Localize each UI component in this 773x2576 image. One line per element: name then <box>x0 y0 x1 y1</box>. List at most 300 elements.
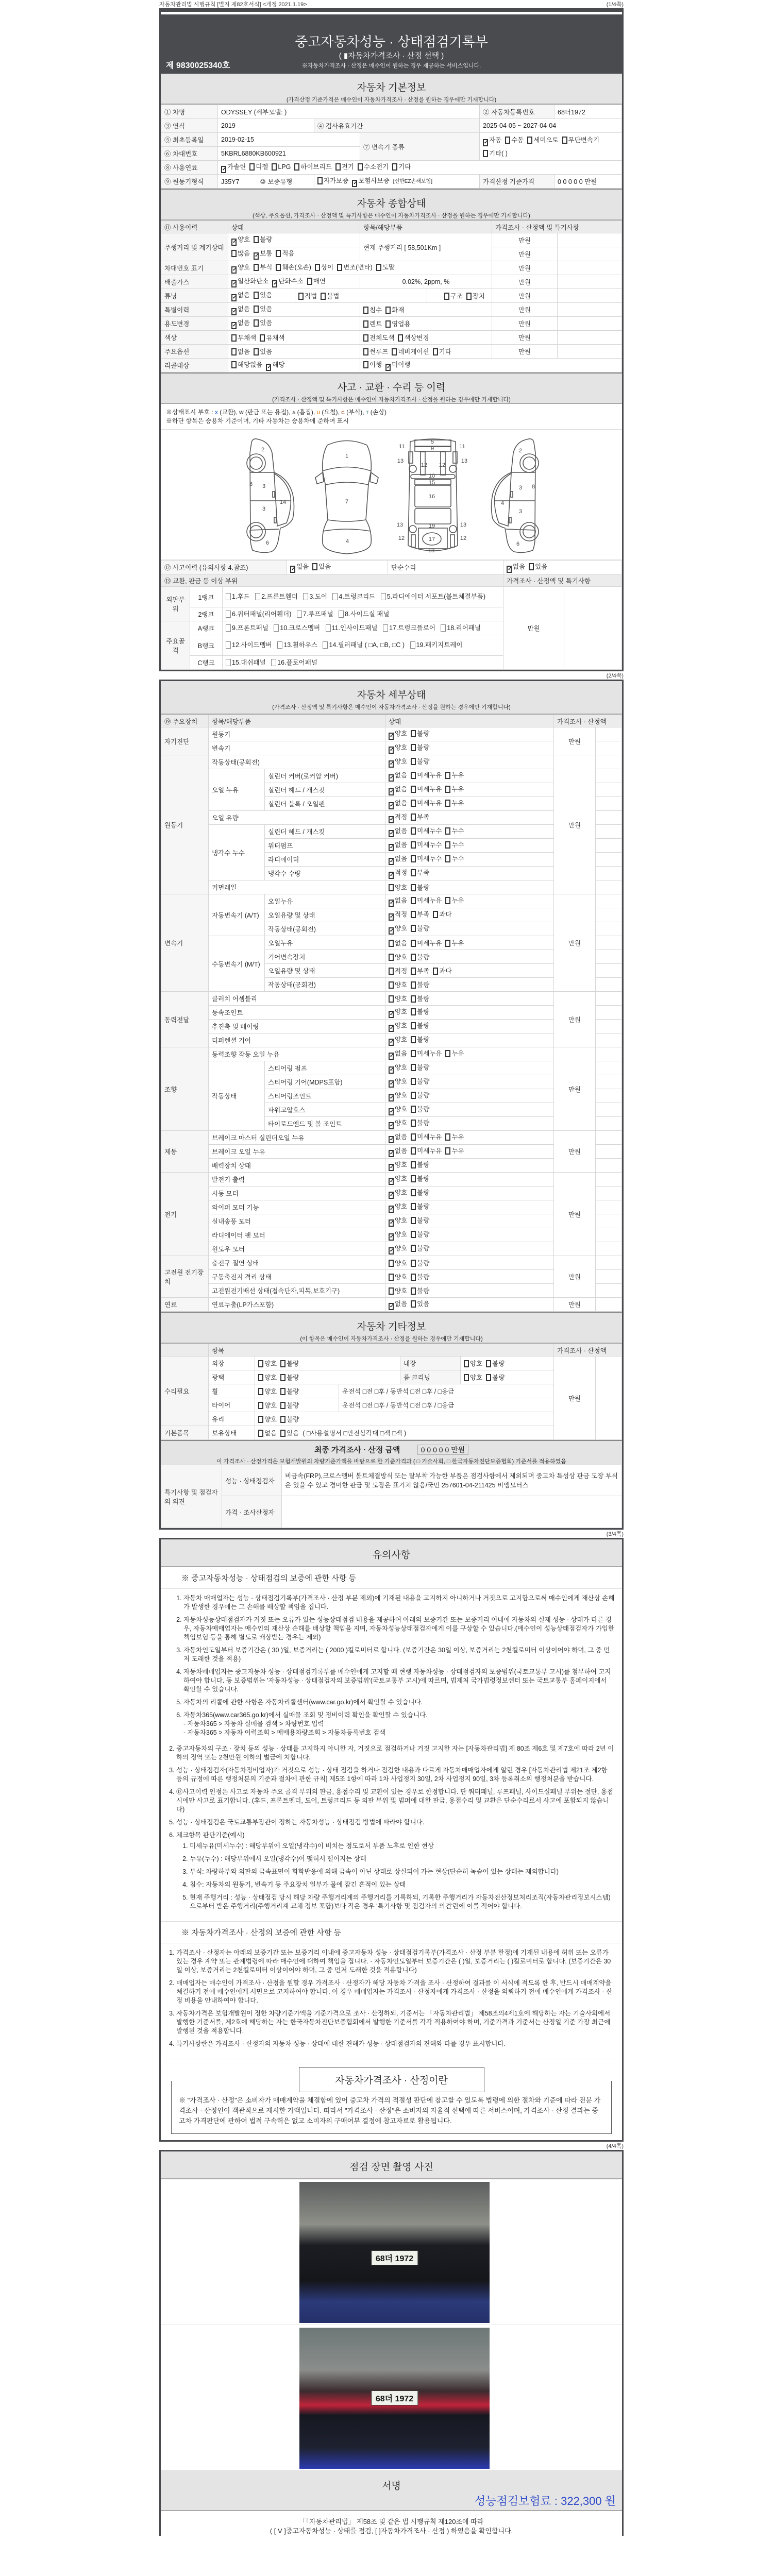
checkbox-icon[interactable] <box>254 236 259 243</box>
checkbox-icon[interactable] <box>411 925 416 932</box>
checked-box-icon[interactable]: ✓ <box>390 872 394 878</box>
checkbox-option[interactable]: 불법 <box>321 293 339 300</box>
checkbox-icon[interactable] <box>411 814 416 821</box>
checkbox-icon[interactable] <box>411 995 416 1003</box>
checkbox-icon[interactable] <box>411 758 416 765</box>
checkbox-icon[interactable] <box>307 278 312 285</box>
checkbox-option[interactable]: 누유 <box>445 800 464 807</box>
checkbox-icon[interactable] <box>389 884 394 891</box>
checked-box-icon[interactable]: ✓ <box>390 789 394 794</box>
checkbox-icon[interactable] <box>411 1120 416 1127</box>
checkbox-icon[interactable] <box>445 855 450 862</box>
checkbox-icon[interactable] <box>529 563 534 570</box>
checkbox-icon[interactable] <box>445 1050 450 1057</box>
checkbox-option[interactable]: 있음 <box>529 563 547 570</box>
checkbox-option[interactable]: 기타( ) <box>483 150 508 157</box>
checked-box-icon[interactable]: ✓ <box>232 323 237 328</box>
checkbox-option[interactable]: 양호 <box>258 1360 277 1367</box>
checkbox-icon[interactable] <box>389 954 394 961</box>
part-checkbox[interactable]: 9.프론트패널 <box>226 624 268 632</box>
checkbox-icon[interactable] <box>392 348 397 355</box>
checkbox-icon[interactable] <box>505 137 510 144</box>
checkbox-icon[interactable] <box>411 954 416 961</box>
checkbox-option[interactable]: 썬루프 <box>363 348 388 355</box>
checkbox-option[interactable]: ✓ 양호 <box>390 1078 408 1087</box>
part-checkbox[interactable]: 16.플로어패널 <box>271 659 317 666</box>
part-checkbox[interactable]: 4.트렁크리드 <box>332 593 375 600</box>
checkbox-option[interactable]: 색상변경 <box>398 334 429 342</box>
checkbox-option[interactable]: ✓ 양호 <box>390 1106 408 1114</box>
checkbox-icon[interactable] <box>363 348 368 355</box>
checkbox-option[interactable]: 누유 <box>445 1133 464 1141</box>
checkbox-icon[interactable] <box>280 1388 285 1395</box>
checkbox-icon[interactable] <box>254 264 259 271</box>
checkbox-option[interactable]: ✓ 없음 <box>232 319 250 328</box>
checkbox-option[interactable]: 양호 <box>258 1388 277 1395</box>
checked-box-icon[interactable]: ✓ <box>390 1025 394 1031</box>
checkbox-option[interactable]: 부족 <box>411 911 429 918</box>
checkbox-icon[interactable] <box>376 264 381 271</box>
checkbox-option[interactable]: ✓ 양호 <box>390 1245 408 1253</box>
part-checkbox[interactable]: 12.사이드멤버 <box>226 641 272 649</box>
checkbox-option[interactable]: 불량 <box>411 1274 429 1281</box>
checkbox-icon[interactable] <box>298 293 304 300</box>
checkbox-option[interactable]: ✓ 보험사보증 <box>353 177 390 186</box>
checkbox-icon[interactable] <box>411 827 416 835</box>
checkbox-option[interactable]: 불량 <box>486 1360 505 1367</box>
checkbox-option[interactable]: 부족 <box>411 814 429 821</box>
checkbox-option[interactable]: ✓ 양호 <box>232 264 250 273</box>
checkbox-option[interactable]: 부식 <box>254 264 272 271</box>
checked-box-icon[interactable]: ✓ <box>390 803 394 808</box>
checkbox-option[interactable]: 불량 <box>411 1092 429 1099</box>
checkbox-icon[interactable] <box>385 307 391 314</box>
checked-box-icon[interactable]: ✓ <box>232 309 237 314</box>
checkbox-icon[interactable] <box>411 1036 416 1043</box>
checkbox-icon[interactable] <box>385 320 391 328</box>
checkbox-option[interactable]: 불량 <box>280 1360 299 1367</box>
checkbox-icon[interactable] <box>433 911 438 918</box>
checkbox-option[interactable]: 불량 <box>411 1022 429 1029</box>
checkbox-option[interactable]: 불량 <box>411 884 429 891</box>
checkbox-icon[interactable] <box>411 1133 416 1141</box>
checkbox-option[interactable]: 불량 <box>411 1064 429 1071</box>
checkbox-icon[interactable] <box>280 1374 285 1381</box>
checkbox-option[interactable]: 매연 <box>307 278 326 285</box>
checkbox-option[interactable]: 불량 <box>411 744 429 751</box>
checkbox-option[interactable]: 불량 <box>280 1402 299 1409</box>
checkbox-option[interactable]: ✓ 적정 <box>390 869 408 878</box>
checkbox-option[interactable]: ✓ 양호 <box>390 758 408 767</box>
part-checkbox[interactable]: 11.인사이드패널 <box>326 624 378 632</box>
checked-box-icon[interactable]: ✓ <box>390 858 394 864</box>
checkbox-option[interactable]: 수동 <box>505 137 524 144</box>
checkbox-icon[interactable] <box>411 1231 416 1238</box>
checkbox-icon[interactable] <box>411 841 416 849</box>
checkbox-option[interactable]: 양호 <box>389 981 407 989</box>
checkbox-option[interactable]: 불량 <box>254 236 272 243</box>
checkbox-icon[interactable] <box>249 163 255 171</box>
checkbox-icon[interactable] <box>335 163 341 171</box>
checked-box-icon[interactable]: ✓ <box>484 139 489 145</box>
part-checkbox[interactable]: 13.휠하우스 <box>277 641 317 649</box>
checkbox-option[interactable]: 불량 <box>411 1175 429 1182</box>
checkbox-icon[interactable] <box>411 968 416 975</box>
checked-box-icon[interactable]: ✓ <box>390 1123 394 1128</box>
checkbox-icon[interactable] <box>411 1260 416 1267</box>
checkbox-icon[interactable] <box>231 250 237 257</box>
checkbox-icon[interactable] <box>411 1300 416 1308</box>
checkbox-option[interactable]: 부족 <box>411 869 429 876</box>
checked-box-icon[interactable]: ✓ <box>232 281 237 286</box>
checkbox-icon[interactable] <box>294 163 299 171</box>
checkbox-option[interactable]: 있음 <box>254 306 272 313</box>
checkbox-option[interactable]: ✓ 양호 <box>390 1022 408 1031</box>
checkbox-option[interactable]: ✓ 없음 <box>232 292 250 300</box>
checkbox-icon[interactable] <box>433 348 438 355</box>
checkbox-option[interactable]: 누수 <box>445 827 464 835</box>
checkbox-icon[interactable] <box>389 1287 394 1295</box>
checked-box-icon[interactable]: ✓ <box>390 817 394 822</box>
checkbox-option[interactable]: 양호 <box>389 1287 407 1295</box>
checkbox-option[interactable]: 디젤 <box>249 163 268 171</box>
checkbox-icon[interactable] <box>254 306 259 313</box>
checked-box-icon[interactable]: ✓ <box>390 1053 394 1059</box>
checkbox-option[interactable]: ✓ 해당 <box>267 361 285 370</box>
checkbox-option[interactable]: ✓ 없음 <box>390 786 408 794</box>
checkbox-icon[interactable] <box>411 772 416 779</box>
checkbox-icon[interactable] <box>272 163 277 171</box>
checkbox-option[interactable]: ✓ 자동 <box>484 136 502 145</box>
checkbox-icon[interactable] <box>389 940 394 947</box>
checkbox-icon[interactable] <box>389 995 394 1003</box>
checkbox-option[interactable]: 양호 <box>464 1360 482 1367</box>
checkbox-icon[interactable] <box>363 320 368 328</box>
checkbox-option[interactable]: 불량 <box>411 1203 429 1210</box>
checkbox-option[interactable]: ✓ 없음 <box>390 1050 408 1059</box>
checkbox-icon[interactable] <box>258 1416 263 1423</box>
checkbox-option[interactable]: 불량 <box>411 1245 429 1252</box>
checkbox-icon[interactable] <box>363 361 368 368</box>
checked-box-icon[interactable]: ✓ <box>255 253 259 259</box>
checkbox-option[interactable]: ✓ 양호 <box>390 1231 408 1240</box>
checkbox-icon[interactable] <box>433 968 438 975</box>
checkbox-option[interactable]: 불량 <box>411 995 429 1003</box>
checkbox-option[interactable]: ✓ 탄화수소 <box>273 278 304 286</box>
checkbox-icon[interactable] <box>280 1360 285 1367</box>
checked-box-icon[interactable]: ✓ <box>390 844 394 850</box>
checkbox-icon[interactable] <box>260 334 265 342</box>
checkbox-option[interactable]: 있음 <box>280 1430 299 1437</box>
checkbox-icon[interactable] <box>276 264 281 271</box>
checkbox-option[interactable]: 불량 <box>411 1078 429 1085</box>
checkbox-option[interactable]: 없음 <box>389 940 407 947</box>
checkbox-icon[interactable] <box>411 897 416 904</box>
checked-box-icon[interactable]: ✓ <box>390 1081 394 1087</box>
checked-box-icon[interactable]: ✓ <box>353 180 358 186</box>
checkbox-option[interactable]: ✓ 없음 <box>390 1147 408 1156</box>
checkbox-option[interactable]: 많음 <box>231 250 250 257</box>
checkbox-option[interactable]: 적정 <box>389 968 407 975</box>
checkbox-option[interactable]: 영업용 <box>385 320 410 328</box>
checkbox-icon[interactable] <box>231 348 237 355</box>
checkbox-option[interactable]: 불량 <box>411 1008 429 1015</box>
checkbox-icon[interactable] <box>411 1050 416 1057</box>
part-checkbox[interactable]: 14.필러패널 ( □A, □B, □C ) <box>323 641 405 649</box>
checkbox-icon[interactable] <box>486 1374 491 1381</box>
checked-box-icon[interactable]: ✓ <box>508 566 512 572</box>
checkbox-icon[interactable] <box>411 1092 416 1099</box>
checkbox-icon[interactable] <box>483 150 488 157</box>
checkbox-icon[interactable] <box>445 827 450 835</box>
checkbox-option[interactable]: 수소전기 <box>358 163 389 171</box>
checkbox-icon[interactable] <box>527 137 532 144</box>
checkbox-option[interactable]: 불량 <box>411 1120 429 1127</box>
checked-box-icon[interactable]: ✓ <box>390 1109 394 1114</box>
checkbox-option[interactable]: 변조(변타) <box>337 264 373 271</box>
checkbox-icon[interactable] <box>392 163 397 171</box>
checkbox-option[interactable]: 무채색 <box>231 334 256 342</box>
checkbox-option[interactable]: 양호 <box>464 1374 482 1381</box>
part-checkbox[interactable]: 1.후드 <box>226 593 250 600</box>
checkbox-icon[interactable] <box>312 563 317 570</box>
checkbox-option[interactable]: ✓ 양호 <box>390 1008 408 1017</box>
checkbox-option[interactable]: 불량 <box>411 730 429 737</box>
checkbox-option[interactable]: 불량 <box>280 1416 299 1423</box>
checkbox-option[interactable]: 양호 <box>389 995 407 1003</box>
checkbox-option[interactable]: 없음 <box>258 1430 277 1437</box>
checkbox-option[interactable]: 구조 <box>444 293 463 300</box>
checkbox-option[interactable]: ✓ 없음 <box>390 1300 408 1309</box>
checkbox-option[interactable]: ✓ 없음 <box>390 827 408 836</box>
checkbox-icon[interactable] <box>411 1147 416 1155</box>
checkbox-option[interactable]: 누유 <box>445 1050 464 1057</box>
checkbox-icon[interactable] <box>358 163 363 171</box>
checkbox-option[interactable]: 불량 <box>411 954 429 961</box>
checked-box-icon[interactable]: ✓ <box>390 1039 394 1045</box>
part-checkbox[interactable]: 10.크로스멤버 <box>274 624 320 632</box>
checkbox-option[interactable]: 전체도색 <box>363 334 394 342</box>
checkbox-option[interactable]: 세미오토 <box>527 137 558 144</box>
checked-box-icon[interactable]: ✓ <box>390 1137 394 1142</box>
checkbox-option[interactable]: 불량 <box>411 1260 429 1267</box>
checked-box-icon[interactable]: ✓ <box>390 1067 394 1073</box>
checkbox-icon[interactable] <box>445 1133 450 1141</box>
checkbox-option[interactable]: 화재 <box>385 307 404 314</box>
checkbox-icon[interactable] <box>445 1147 450 1155</box>
checked-box-icon[interactable]: ✓ <box>232 295 237 300</box>
checkbox-option[interactable]: 미세누유 <box>411 1147 442 1155</box>
checkbox-option[interactable]: 불량 <box>411 1287 429 1295</box>
checkbox-option[interactable]: 유채색 <box>260 334 284 342</box>
part-checkbox[interactable]: 2.프론트휀더 <box>255 593 298 600</box>
checked-box-icon[interactable]: ✓ <box>273 281 278 286</box>
checkbox-option[interactable]: 누수 <box>445 855 464 862</box>
checkbox-icon[interactable] <box>411 1161 416 1168</box>
checkbox-icon[interactable] <box>389 968 394 975</box>
checkbox-icon[interactable] <box>317 177 323 184</box>
checkbox-option[interactable]: 기타 <box>392 163 411 171</box>
checkbox-option[interactable]: 침수 <box>363 307 382 314</box>
checkbox-option[interactable]: 불량 <box>411 1106 429 1113</box>
checkbox-icon[interactable] <box>337 264 342 271</box>
checked-box-icon[interactable]: ✓ <box>267 364 272 370</box>
checkbox-option[interactable]: 미세누유 <box>411 897 442 904</box>
checked-box-icon[interactable]: ✓ <box>390 733 394 739</box>
checkbox-option[interactable]: 도말 <box>376 264 395 271</box>
checked-box-icon[interactable]: ✓ <box>390 761 394 767</box>
checked-box-icon[interactable]: ✓ <box>232 267 237 273</box>
checkbox-option[interactable]: 있음 <box>312 563 331 570</box>
checkbox-icon[interactable] <box>411 786 416 793</box>
checkbox-icon[interactable] <box>562 137 567 144</box>
checkbox-icon[interactable] <box>258 1374 263 1381</box>
checkbox-option[interactable]: 있음 <box>411 1300 429 1308</box>
checkbox-icon[interactable] <box>276 250 281 257</box>
checkbox-option[interactable]: ✓ 양호 <box>390 1217 408 1226</box>
checkbox-option[interactable]: ✓ 없음 <box>390 897 408 906</box>
checkbox-icon[interactable] <box>258 1360 263 1367</box>
checkbox-icon[interactable] <box>411 1203 416 1210</box>
checkbox-icon[interactable] <box>464 1360 469 1367</box>
checkbox-option[interactable]: 불량 <box>411 1217 429 1224</box>
checkbox-option[interactable]: 불량 <box>411 758 429 765</box>
checkbox-option[interactable]: ✓ 양호 <box>390 744 408 753</box>
checkbox-option[interactable]: 미세누수 <box>411 841 442 849</box>
checkbox-icon[interactable] <box>254 348 259 355</box>
checked-box-icon[interactable]: ✓ <box>390 1164 394 1170</box>
checked-box-icon[interactable]: ✓ <box>390 928 394 934</box>
checkbox-icon[interactable] <box>411 911 416 918</box>
checkbox-option[interactable]: 불량 <box>411 1036 429 1043</box>
checkbox-option[interactable]: ✓ 양호 <box>232 236 250 245</box>
checkbox-option[interactable]: ✓ 양호 <box>390 1092 408 1100</box>
checkbox-option[interactable]: 과다 <box>433 968 451 975</box>
checkbox-icon[interactable] <box>411 744 416 751</box>
checked-box-icon[interactable]: ✓ <box>390 775 394 781</box>
checkbox-icon[interactable] <box>411 884 416 891</box>
checkbox-option[interactable]: 있음 <box>254 319 272 327</box>
checked-box-icon[interactable]: ✓ <box>390 1220 394 1226</box>
checkbox-option[interactable]: 미세누유 <box>411 800 442 807</box>
checkbox-option[interactable]: 누유 <box>445 786 464 793</box>
checkbox-option[interactable]: 미세누유 <box>411 1050 442 1057</box>
checkbox-icon[interactable] <box>411 1245 416 1252</box>
checkbox-icon[interactable] <box>411 800 416 807</box>
part-checkbox[interactable]: 5.라디에이터 서포트(볼트체결부품) <box>381 593 485 600</box>
part-checkbox[interactable]: 17.트렁크플로어 <box>383 624 435 632</box>
checkbox-icon[interactable] <box>411 1175 416 1182</box>
checkbox-icon[interactable] <box>464 1374 469 1381</box>
checkbox-option[interactable]: ✓ 없음 <box>390 855 408 864</box>
checkbox-option[interactable]: 적법 <box>298 293 317 300</box>
checkbox-icon[interactable] <box>411 1078 416 1085</box>
part-checkbox[interactable]: 3.도어 <box>303 593 327 600</box>
checkbox-icon[interactable] <box>411 1106 416 1113</box>
checkbox-option[interactable]: ✓ 미이행 <box>386 361 411 370</box>
checkbox-icon[interactable] <box>258 1430 263 1437</box>
checkbox-option[interactable]: ✓ 양호 <box>390 1064 408 1073</box>
part-checkbox[interactable]: 6.쿼터패널(리어휀더) <box>226 611 291 618</box>
checkbox-icon[interactable] <box>389 1260 394 1267</box>
checkbox-icon[interactable] <box>445 897 450 904</box>
checkbox-option[interactable]: 부족 <box>411 968 429 975</box>
checkbox-option[interactable]: 네비게이션 <box>392 348 429 355</box>
checkbox-icon[interactable] <box>398 334 403 342</box>
checked-box-icon[interactable]: ✓ <box>390 1206 394 1212</box>
checkbox-option[interactable]: 적음 <box>276 250 294 257</box>
checkbox-option[interactable]: 누유 <box>445 1147 464 1155</box>
checkbox-icon[interactable] <box>445 800 450 807</box>
checkbox-option[interactable]: 미세누수 <box>411 855 442 862</box>
part-checkbox[interactable]: 18.리어패널 <box>441 624 481 632</box>
checkbox-option[interactable]: 렌트 <box>363 320 382 328</box>
checkbox-option[interactable]: ✓ 없음 <box>291 563 309 572</box>
checkbox-icon[interactable] <box>411 869 416 876</box>
checkbox-option[interactable]: 불량 <box>411 1231 429 1238</box>
checkbox-icon[interactable] <box>254 319 259 327</box>
checkbox-option[interactable]: 과다 <box>433 911 451 918</box>
checkbox-option[interactable]: 해당없음 <box>231 361 262 368</box>
checkbox-icon[interactable] <box>445 940 450 947</box>
checkbox-option[interactable]: 불량 <box>411 925 429 932</box>
checkbox-icon[interactable] <box>486 1360 491 1367</box>
checkbox-option[interactable]: 누수 <box>445 841 464 849</box>
checked-box-icon[interactable]: ✓ <box>390 1150 394 1156</box>
checked-box-icon[interactable]: ✓ <box>390 1303 394 1309</box>
checkbox-option[interactable]: 불량 <box>411 1161 429 1168</box>
checkbox-option[interactable]: ✓ 적정 <box>390 814 408 822</box>
checkbox-icon[interactable] <box>411 1008 416 1015</box>
checkbox-option[interactable]: 전기 <box>335 163 354 171</box>
checkbox-option[interactable]: ✓ 양호 <box>390 1036 408 1045</box>
checkbox-option[interactable]: 양호 <box>258 1416 277 1423</box>
checked-box-icon[interactable]: ✓ <box>390 1011 394 1017</box>
checkbox-option[interactable]: 양호 <box>258 1402 277 1409</box>
checked-box-icon[interactable]: ✓ <box>390 1095 394 1100</box>
checkbox-icon[interactable] <box>254 292 259 299</box>
checkbox-icon[interactable] <box>363 334 368 342</box>
checkbox-option[interactable]: LPG <box>272 163 291 171</box>
checkbox-icon[interactable] <box>411 1022 416 1029</box>
checked-box-icon[interactable]: ✓ <box>390 1234 394 1240</box>
checkbox-icon[interactable] <box>445 841 450 849</box>
checkbox-option[interactable]: 불량 <box>280 1388 299 1395</box>
checkbox-option[interactable]: ✓ 없음 <box>508 563 526 572</box>
checkbox-option[interactable]: 양호 <box>258 1374 277 1381</box>
checkbox-icon[interactable] <box>411 1217 416 1224</box>
checked-box-icon[interactable]: ✓ <box>390 914 394 920</box>
checkbox-icon[interactable] <box>231 361 237 368</box>
checkbox-option[interactable]: 자가보증 <box>317 177 348 184</box>
checkbox-option[interactable]: 하이브리드 <box>294 163 331 171</box>
checked-box-icon[interactable]: ✓ <box>222 166 227 172</box>
checkbox-option[interactable]: ✓ 양호 <box>390 1175 408 1184</box>
checkbox-option[interactable]: ✓ 양호 <box>390 1161 408 1170</box>
checkbox-icon[interactable] <box>411 1189 416 1196</box>
checkbox-option[interactable]: 양호 <box>389 1260 407 1267</box>
checked-box-icon[interactable]: ✓ <box>390 747 394 753</box>
checkbox-option[interactable]: 기타 <box>433 348 451 355</box>
part-checkbox[interactable]: 7.루프패널 <box>297 611 333 618</box>
checkbox-option[interactable]: ✓ 양호 <box>390 1203 408 1212</box>
checkbox-icon[interactable] <box>445 772 450 779</box>
part-checkbox[interactable]: 19.패키지트레이 <box>410 641 463 649</box>
checkbox-icon[interactable] <box>445 786 450 793</box>
checked-box-icon[interactable]: ✓ <box>232 239 237 245</box>
checked-box-icon[interactable]: ✓ <box>390 1248 394 1253</box>
checkbox-icon[interactable] <box>280 1402 285 1409</box>
